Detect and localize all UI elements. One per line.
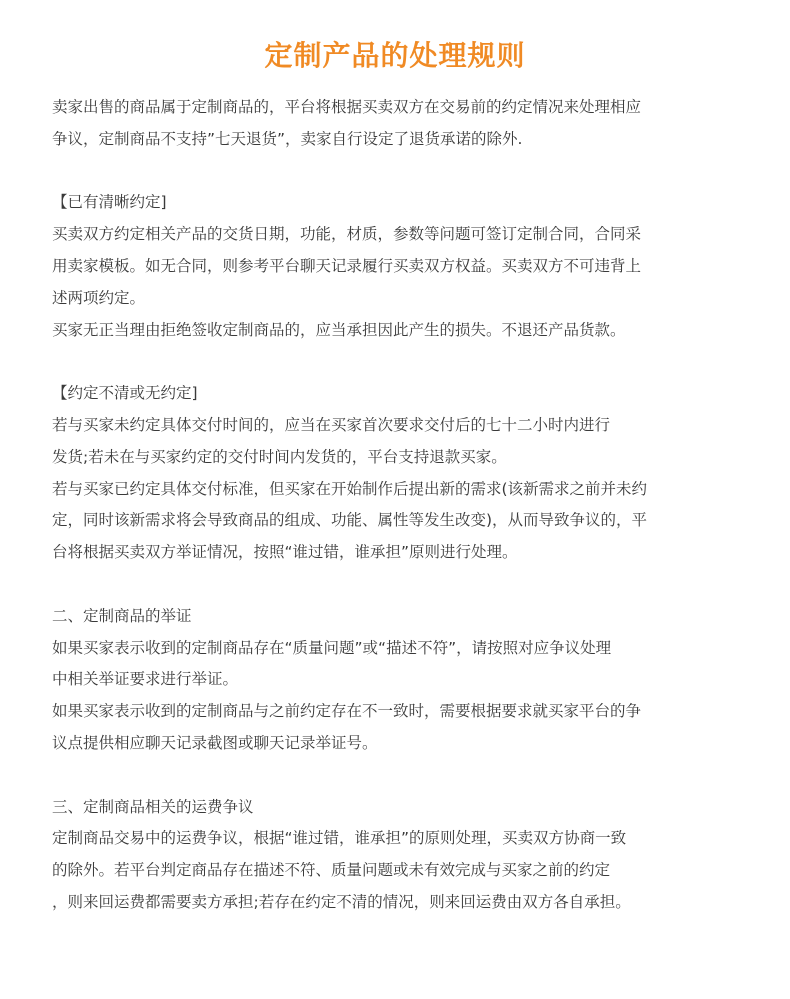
intro-line: 争议，定制商品不支持”七天退货”，卖家自行设定了退货承诺的除外. bbox=[52, 129, 523, 148]
section-line: 台将根据买卖双方举证情况，按照“谁过错，谁承担”原则进行处理。 bbox=[52, 543, 518, 562]
section-line: 中相关举证要求进行举证。 bbox=[52, 670, 239, 689]
section-line: 买卖双方约定相关产品的交货日期，功能，材质，参数等问题可签订定制合同，合同采 bbox=[52, 225, 642, 244]
section-line: 发货;若未在与买家约定的交付时间内发货的，平台支持退款买家。 bbox=[52, 447, 507, 466]
section-heading: 【已有清晰约定] bbox=[52, 193, 167, 212]
section-line: 议点提供相应聊天记录截图或聊天记录举证号。 bbox=[52, 733, 378, 752]
spacer bbox=[52, 346, 742, 378]
section-line: 的除外。若平台判定商品存在描述不符、质量问题或未有效完成与买家之前的约定 bbox=[52, 861, 611, 880]
section-line: 若与买家已约定具体交付标准，但买家在开始制作后提出新的需求(该新需求之前并未约 bbox=[52, 479, 648, 498]
spacer bbox=[52, 569, 742, 601]
intro-line: 卖家出售的商品属于定制商品的，平台将根据买卖双方在交易前的约定情况来处理相应 bbox=[52, 98, 642, 116]
section-line: 述两项约定。 bbox=[52, 288, 146, 307]
section-line: ，则来回运费都需要卖方承担;若存在约定不清的情况，则来回运费由双方各自承担。 bbox=[52, 892, 631, 911]
section-line: 若与买家未约定具体交付时间的，应当在买家首次要求交付后的七十二小时内进行 bbox=[52, 415, 611, 434]
spacer bbox=[52, 156, 742, 188]
rules-content bbox=[52, 92, 742, 919]
section-heading: 二、定制商品的举证 bbox=[52, 606, 192, 625]
page-title: 定制产品的处理规则 bbox=[264, 39, 526, 72]
section-line: 定，同时该新需求将会导致商品的组成、功能、属性等发生改变)，从而导致争议的，平 bbox=[52, 511, 648, 530]
section-heading: 三、定制商品相关的运费争议 bbox=[52, 797, 254, 816]
section-line: 定制商品交易中的运费争议，根据“谁过错，谁承担”的原则处理，买卖双方协商一致 bbox=[52, 829, 627, 848]
section-line: 如果买家表示收到的定制商品存在“质量问题”或“描述不符”，请按照对应争议处理 bbox=[52, 638, 612, 657]
section-heading: 【约定不清或无约定] bbox=[52, 384, 198, 403]
spacer bbox=[52, 760, 742, 792]
section-line: 买家无正当理由拒绝签收定制商品的，应当承担因此产生的损失。不退还产品货款。 bbox=[52, 320, 626, 339]
section-line: 如果买家表示收到的定制商品与之前约定存在不一致时，需要根据要求就买家平台的争 bbox=[52, 702, 642, 721]
section-line: 用卖家模板。如无合同，则参考平台聊天记录履行买卖双方权益。买卖双方不可违背上 bbox=[52, 256, 642, 275]
